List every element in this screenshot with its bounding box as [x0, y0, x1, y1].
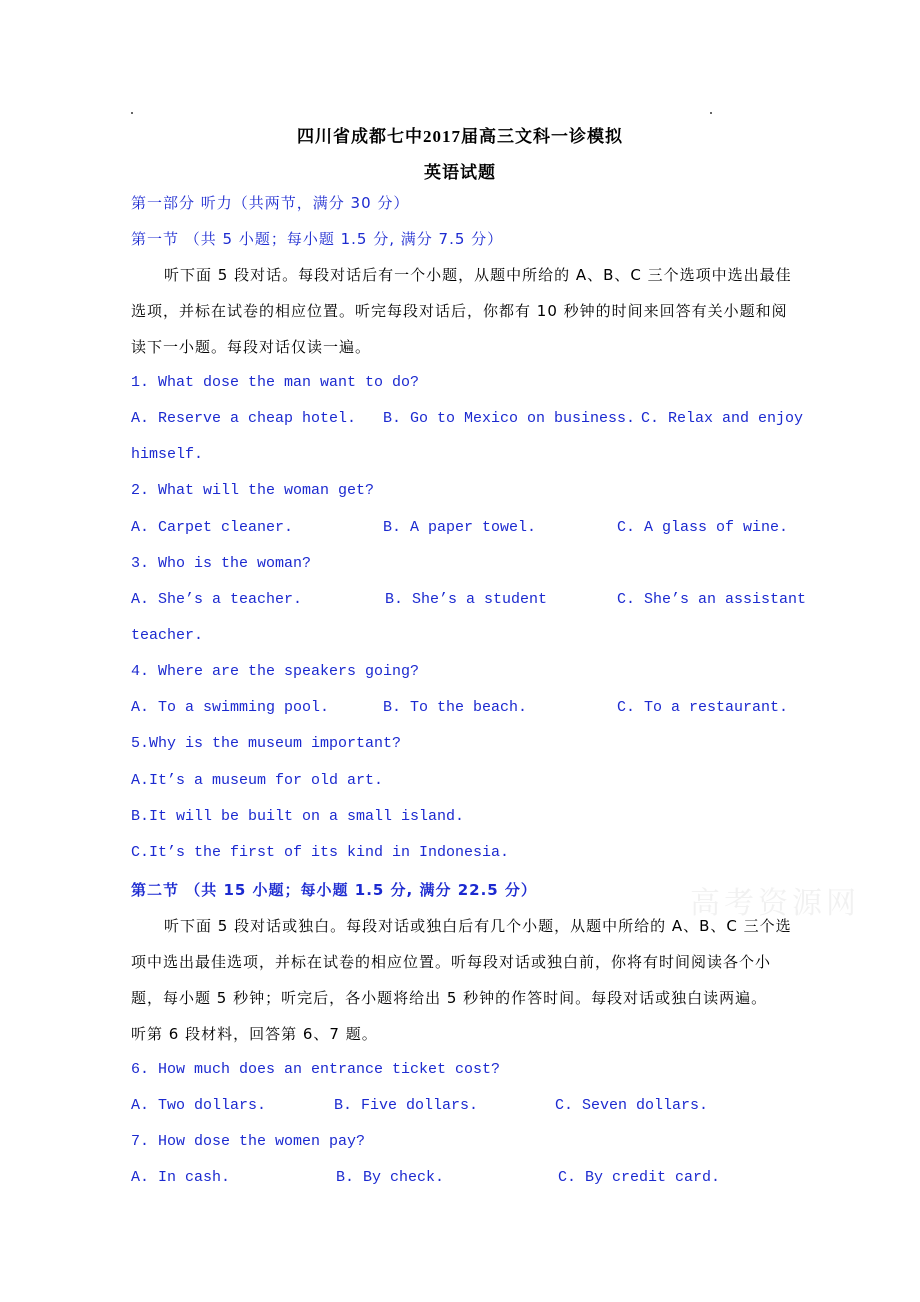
- q6-option-c: C. Seven dollars.: [555, 1097, 709, 1114]
- q6-option-b: B. Five dollars.: [334, 1097, 479, 1114]
- question-4-stem: 4. Where are the speakers going?: [131, 663, 420, 680]
- instruction-line: 听下面 5 段对话。每段对话后有一个小题，从题中所给的 A、B、C 三个选项中选出最佳: [164, 266, 792, 284]
- question-7-stem: 7. How dose the women pay?: [131, 1133, 366, 1150]
- q3-option-a: A. She’s a teacher.: [131, 591, 303, 608]
- q4-option-b: B. To the beach.: [383, 699, 528, 716]
- question-6-stem: 6. How much does an entrance ticket cost?: [131, 1061, 501, 1078]
- q7-option-b: B. By check.: [336, 1169, 445, 1186]
- instruction-line: 读下一小题。每段对话仅读一遍。: [131, 338, 372, 356]
- corner-mark: [710, 112, 712, 114]
- exam-title: 四川省成都七中2017届高三文科一诊模拟: [297, 127, 623, 146]
- watermark: 高考资源网: [690, 886, 860, 921]
- section2-heading: 第二节 （共 15 小题；每小题 1.5 分, 满分 22.5 分）: [131, 881, 537, 899]
- q2-option-b: B. A paper towel.: [383, 519, 537, 536]
- instruction-line: 项中选出最佳选项，并标在试卷的相应位置。听每段对话或独白前，你将有时间阅读各个小: [131, 953, 772, 971]
- instruction-line: 题，每小题 5 秒钟；听完后，各小题将给出 5 秒钟的作答时间。每段对话或独白读两遍。: [131, 989, 768, 1007]
- q3-option-c: C. She’s an assistant: [617, 591, 807, 608]
- q1-option-a: A. Reserve a cheap hotel.: [131, 410, 357, 427]
- instruction-line: 听第 6 段材料，回答第 6、7 题。: [131, 1025, 378, 1043]
- q7-option-c: C. By credit card.: [558, 1169, 721, 1186]
- q3-option-c-continued: teacher.: [131, 627, 204, 644]
- q1-option-c: C. Relax and enjoy: [641, 410, 804, 427]
- q2-option-a: A. Carpet cleaner.: [131, 519, 294, 536]
- question-2-stem: 2. What will the woman get?: [131, 482, 375, 499]
- q1-option-c-continued: himself.: [131, 446, 204, 463]
- q2-option-c: C. A glass of wine.: [617, 519, 789, 536]
- exam-subtitle: 英语试题: [424, 163, 496, 182]
- question-5-stem: 5.Why is the museum important?: [131, 735, 402, 752]
- part1-heading: 第一部分 听力（共两节，满分 30 分）: [131, 194, 410, 212]
- question-3-stem: 3. Who is the woman?: [131, 555, 312, 572]
- corner-mark: [131, 112, 133, 114]
- instruction-line: 听下面 5 段对话或独白。每段对话或独白后有几个小题，从题中所给的 A、B、C 三个选: [164, 917, 792, 935]
- q4-option-a: A. To a swimming pool.: [131, 699, 330, 716]
- q1-option-b: B. Go to Mexico on business.: [383, 410, 636, 427]
- q3-option-b: B. She’s a student: [385, 591, 548, 608]
- q5-option-a: A.It’s a museum for old art.: [131, 772, 384, 789]
- q7-option-a: A. In cash.: [131, 1169, 231, 1186]
- instruction-line: 选项，并标在试卷的相应位置。听完每段对话后，你都有 10 秒钟的时间来回答有关小题和阅: [131, 302, 788, 320]
- question-1-stem: 1. What dose the man want to do?: [131, 374, 420, 391]
- q6-option-a: A. Two dollars.: [131, 1097, 267, 1114]
- q5-option-b: B.It will be built on a small island.: [131, 808, 465, 825]
- q5-option-c: C.It’s the first of its kind in Indonesia.: [131, 844, 510, 861]
- q4-option-c: C. To a restaurant.: [617, 699, 789, 716]
- section1-heading: 第一节 （共 5 小题；每小题 1.5 分, 满分 7.5 分）: [131, 230, 504, 248]
